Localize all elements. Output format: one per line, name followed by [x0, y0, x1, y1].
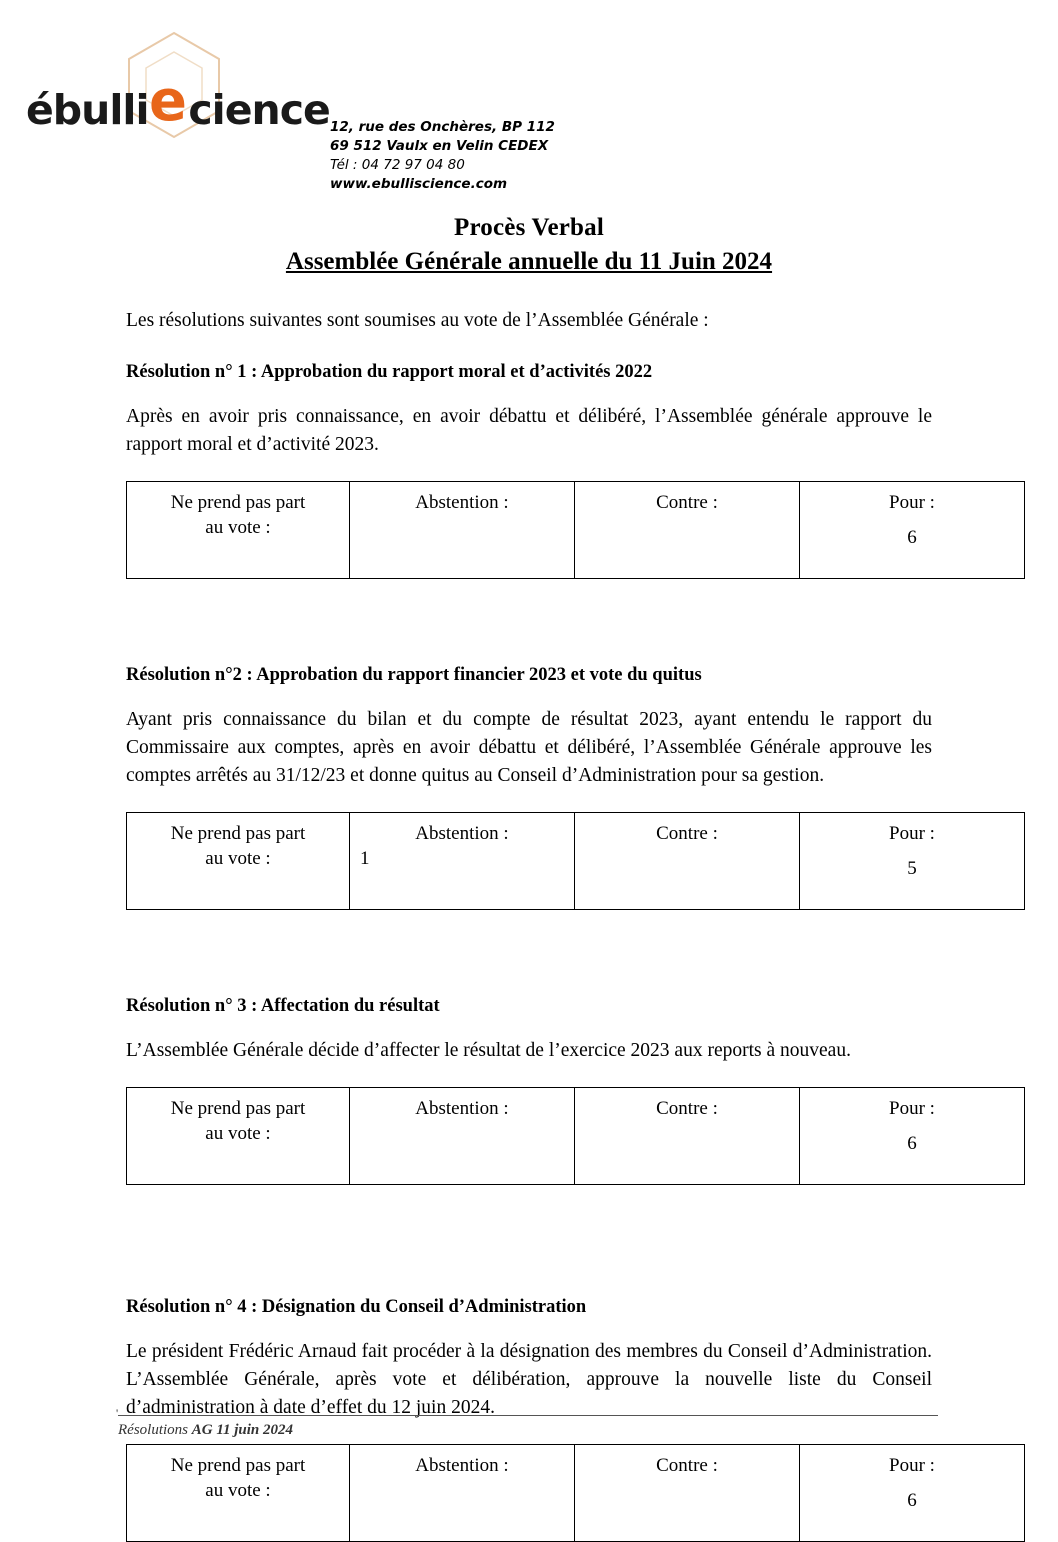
- resolution-3-title: Résolution n° 3 : Affectation du résultat: [126, 996, 440, 1016]
- cell-contre: [575, 482, 800, 579]
- cell-pour: [800, 813, 1025, 910]
- cell-label-no-part-l1: Ne prend pas part: [170, 1455, 306, 1476]
- cell-label-no-part-l2: au vote :: [205, 1123, 271, 1144]
- resolution-2-title: Résolution n°2 : Approbation du rapport financier 2023 et vote du quitus: [126, 665, 702, 685]
- table-row: [127, 813, 1025, 910]
- cell-label-no-part-l1: Ne prend pas part: [170, 1098, 306, 1119]
- footer-bold: AG 11 juin 2024: [191, 1422, 294, 1438]
- cell-label-contre: Contre :: [656, 1098, 718, 1119]
- table-row: [127, 1445, 1025, 1542]
- resolution-2-body: Ayant pris connaissance du bilan et du compte de résultat 2023, ayant entendu le rapport du Commissaire aux comptes, après en avoir débattu et délibéré, l’Assemblée Générale approuve les comptes arrêtés au 31/12/23 et donne quitus au Conseil d’Administration pour sa gestion.: [126, 709, 932, 786]
- cell-label-pour: Pour :: [889, 1098, 935, 1119]
- document-header: [0, 0, 1058, 210]
- resolution-1-vote-table: [126, 481, 1025, 579]
- resolution-2-vote-table: [126, 812, 1025, 910]
- cell-label-pour: Pour :: [889, 823, 935, 844]
- address-block: [330, 118, 555, 194]
- cell-label-abstention: Abstention :: [415, 492, 509, 513]
- cell-value-pour: 6: [907, 1490, 917, 1511]
- page-title-line1: Procès Verbal: [453, 214, 605, 241]
- cell-label-contre: Contre :: [656, 492, 718, 513]
- cell-no-part: [127, 813, 350, 910]
- cell-label-abstention: Abstention :: [415, 1098, 509, 1119]
- cell-value-pour: 6: [907, 527, 917, 548]
- cell-pour: [800, 1088, 1025, 1185]
- page-title-line2: Assemblée Générale annuelle du 11 Juin 2024: [285, 248, 773, 275]
- cell-label-no-part-l2: au vote :: [205, 517, 271, 538]
- logo-e-mark: e: [149, 69, 187, 134]
- cell-label-no-part-l2: au vote :: [205, 1480, 271, 1501]
- intro-paragraph: Les résolutions suivantes sont soumises au vote de l’Assemblée Générale :: [126, 310, 709, 331]
- company-logo: [26, 30, 330, 140]
- address-website: www.ebulliscience.com: [330, 176, 508, 192]
- table-row: [127, 482, 1025, 579]
- cell-contre: [575, 813, 800, 910]
- cell-label-abstention: Abstention :: [415, 823, 509, 844]
- cell-contre: [575, 1445, 800, 1542]
- resolution-1-title: Résolution n° 1 : Approbation du rapport moral et d’activités 2022: [126, 362, 653, 382]
- resolution-3-body: L’Assemblée Générale décide d’affecter le résultat de l’exercice 2023 aux reports à nouveau.: [126, 1040, 851, 1061]
- address-line-2: 69 512 Vaulx en Velin CEDEX: [330, 138, 549, 154]
- cell-label-contre: Contre :: [656, 1455, 718, 1476]
- cell-no-part: [127, 1088, 350, 1185]
- cell-abstention: [350, 1088, 575, 1185]
- footer-italic: Résolutions: [118, 1422, 192, 1438]
- cell-no-part: [127, 482, 350, 579]
- footer-tick-mark: ': [116, 1406, 119, 1420]
- resolution-4-vote-table: [126, 1444, 1025, 1542]
- cell-value-abstention: 1: [360, 848, 370, 869]
- document-footer: [116, 1406, 938, 1439]
- table-row: [127, 1088, 1025, 1185]
- cell-label-contre: Contre :: [656, 823, 718, 844]
- cell-abstention: [350, 482, 575, 579]
- cell-label-abstention: Abstention :: [415, 1455, 509, 1476]
- page-title: [0, 214, 1058, 276]
- address-line-1: 12, rue des Onchères, BP 112: [330, 119, 555, 135]
- cell-contre: [575, 1088, 800, 1185]
- cell-value-pour: 6: [907, 1133, 917, 1154]
- cell-abstention: [350, 813, 575, 910]
- cell-abstention: [350, 1445, 575, 1542]
- cell-value-pour: 5: [907, 858, 917, 879]
- footer-label: [118, 1422, 293, 1438]
- logo-text-left: ébulli: [26, 86, 149, 134]
- resolution-1-body: Après en avoir pris connaissance, en avoir débattu et délibéré, l’Assemblée générale approuve le rapport moral et d’activité 2023.: [126, 406, 932, 455]
- resolution-3-vote-table: [126, 1087, 1025, 1185]
- cell-label-no-part-l1: Ne prend pas part: [170, 823, 306, 844]
- cell-label-pour: Pour :: [889, 492, 935, 513]
- document-body: [126, 310, 935, 1542]
- cell-label-no-part-l1: Ne prend pas part: [170, 492, 306, 513]
- cell-label-pour: Pour :: [889, 1455, 935, 1476]
- address-phone: Tél : 04 72 97 04 80: [330, 157, 465, 173]
- cell-no-part: [127, 1445, 350, 1542]
- logo-text-right: cience: [188, 86, 330, 134]
- resolution-4-title: Résolution n° 4 : Désignation du Conseil d’Administration: [126, 1297, 587, 1317]
- resolution-4-body: Le président Frédéric Arnaud fait procéder à la désignation des membres du Conseil d’Administration. L’Assemblée Générale, après vote et délibération, approuve la nouvelle liste du Conseil d’administration à date d’effet du 12 juin 2024.: [126, 1341, 932, 1418]
- cell-pour: [800, 1445, 1025, 1542]
- cell-label-no-part-l2: au vote :: [205, 848, 271, 869]
- cell-pour: [800, 482, 1025, 579]
